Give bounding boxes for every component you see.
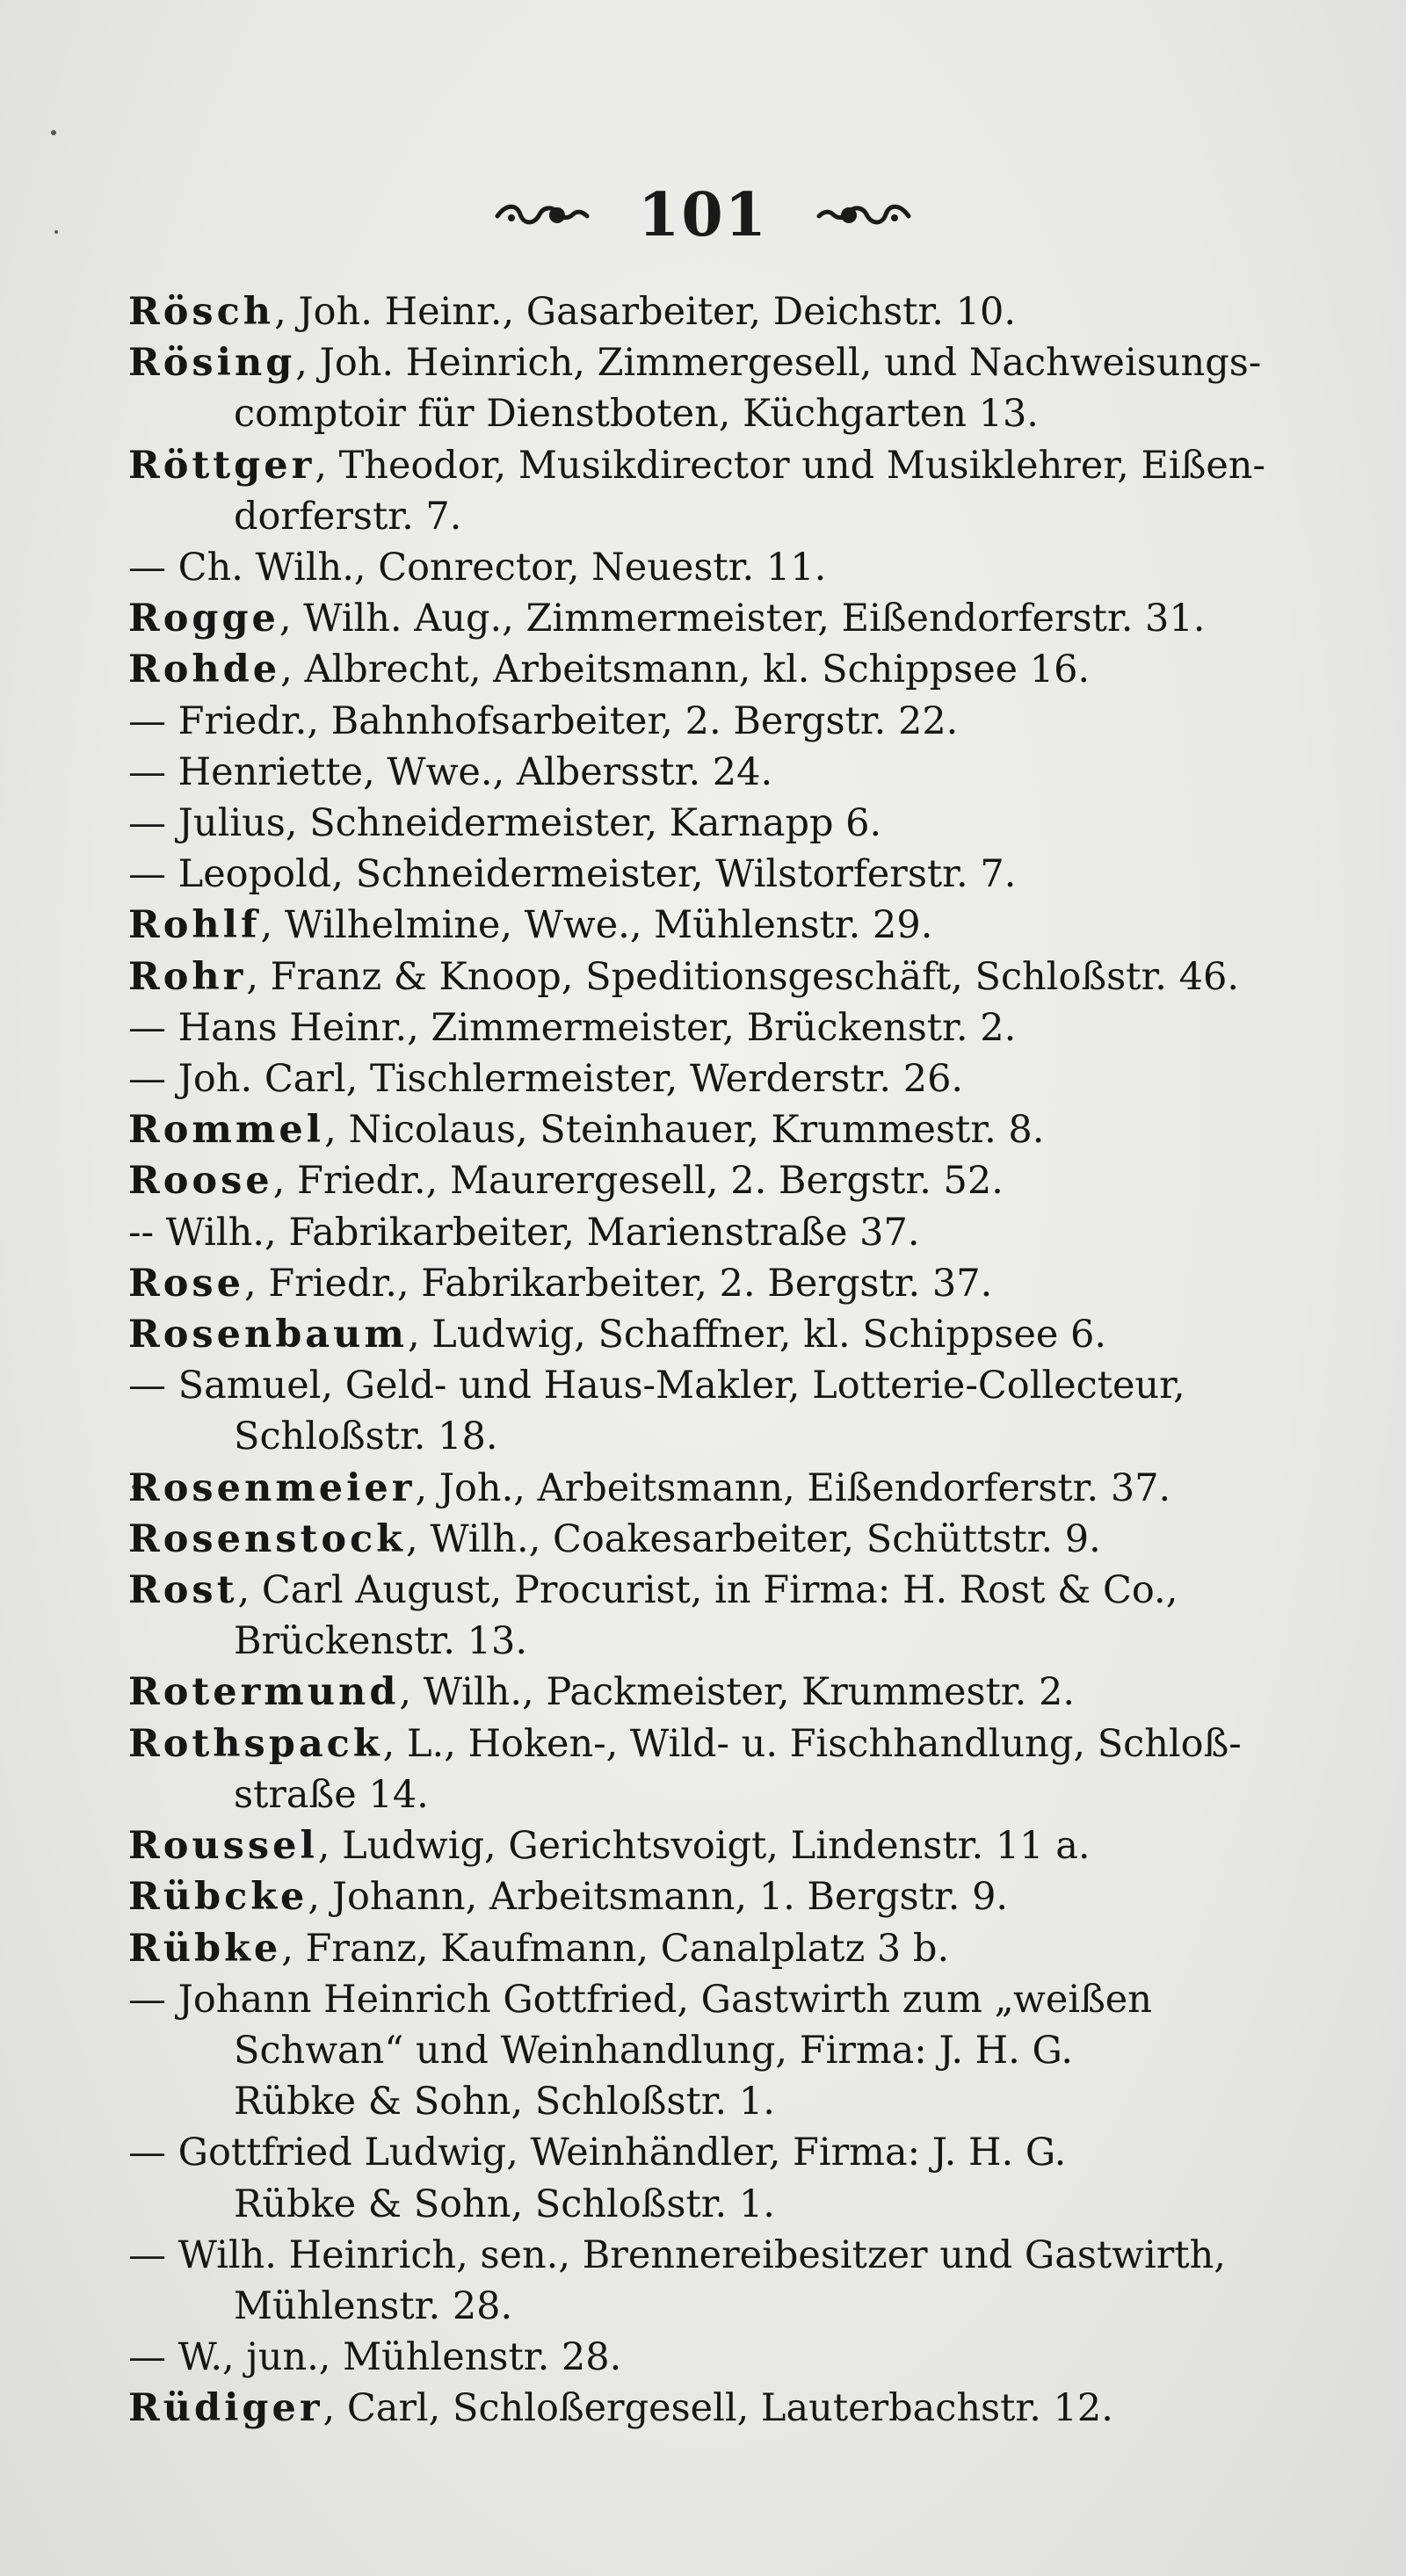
- entry-continuation: Brückenstr. 13.: [234, 1619, 528, 1664]
- entry-details: , Carl August, Procurist, in Firma: H. Rost & Co.,: [237, 1568, 1178, 1613]
- directory-entry: [128, 747, 1271, 798]
- entry-surname: Rost: [128, 1568, 238, 1613]
- entry-details: W., jun., Mühlenstr. 28.: [178, 2335, 622, 2380]
- directory-entry: [128, 900, 1271, 951]
- entry-surname: Rohde: [128, 648, 281, 692]
- entry-surname: Roussel: [128, 1824, 318, 1869]
- entry-details: , Theodor, Musikdirector und Musiklehrer, Eißen-: [315, 443, 1265, 488]
- entry-continuation: Mühlenstr. 28.: [234, 2283, 513, 2328]
- entry-continuation: straße 14.: [234, 1772, 429, 1817]
- entry-details: , Friedr., Maurergesell, 2. Bergstr. 52.: [272, 1159, 1004, 1204]
- entry-details: Gottfried Ludwig, Weinhändler, Firma: J. H. G.: [178, 2131, 1067, 2175]
- entry-details: , Joh. Heinr., Gasarbeiter, Deichstr. 10.: [274, 290, 1017, 334]
- directory-entry: [128, 1002, 1271, 1053]
- entry-continuation: comptoir für Dienstboten, Küchgarten 13.: [234, 392, 1039, 437]
- entry-surname: Rösch: [128, 290, 275, 334]
- ditto-dash: —: [128, 1364, 178, 1408]
- entry-surname: Rosenstock: [128, 1516, 406, 1561]
- directory-entry: [128, 696, 1271, 747]
- directory-entry: [128, 1104, 1271, 1155]
- entry-details: Joh. Carl, Tischlermeister, Werderstr. 26.: [178, 1057, 964, 1102]
- entry-details: , Franz, Kaufmann, Canalplatz 3 b.: [281, 1926, 950, 1971]
- directory-entry: [128, 849, 1271, 900]
- directory-entry: [128, 1463, 1271, 1514]
- directory-entry: [128, 798, 1271, 849]
- entry-continuation: Rübke & Sohn, Schloßstr. 1.: [234, 2182, 775, 2226]
- ornament-right-icon: [815, 200, 912, 230]
- ditto-dash: --: [128, 1210, 166, 1255]
- entry-details: , Albrecht, Arbeitsmann, kl. Schippsee 16.: [280, 648, 1091, 692]
- entry-surname: Rübcke: [128, 1875, 308, 1920]
- entry-details: Henriette, Wwe., Albersstr. 24.: [178, 749, 773, 794]
- entry-continuation: Schwan“ und Weinhandlung, Firma: J. H. G.: [234, 2028, 1074, 2073]
- ditto-dash: —: [128, 2335, 178, 2380]
- ditto-dash: —: [128, 1977, 178, 2022]
- entry-details: , Joh., Arbeitsmann, Eißendorferstr. 37.: [415, 1465, 1171, 1510]
- directory-entry: [128, 1258, 1271, 1309]
- entry-surname: Rohlf: [128, 903, 261, 948]
- entry-details: , Nicolaus, Steinhauer, Krummestr. 8.: [324, 1108, 1045, 1153]
- page-number: 101: [638, 180, 768, 250]
- entry-surname: Rosenmeier: [128, 1465, 416, 1510]
- entry-details: , Wilh., Coakesarbeiter, Schüttstr. 9.: [405, 1516, 1101, 1561]
- entry-continuation: Rübke & Sohn, Schloßstr. 1.: [234, 2080, 775, 2124]
- ditto-dash: —: [128, 698, 178, 743]
- directory-entry: [128, 1820, 1271, 1871]
- entry-details: , Franz & Knoop, Speditionsgeschäft, Schloßstr. 46.: [246, 954, 1239, 999]
- entry-surname: Rosenbaum: [128, 1313, 408, 1357]
- directory-entry: [128, 1360, 1271, 1462]
- directory-entry: [128, 1155, 1271, 1206]
- entry-details: Samuel, Geld- und Haus-Makler, Lotterie-Collecteur,: [178, 1364, 1185, 1408]
- directory-entry: [128, 952, 1271, 1002]
- entry-details: Johann Heinrich Gottfried, Gastwirth zum „weißen: [178, 1977, 1152, 2022]
- directory-entry: [128, 1974, 1271, 2128]
- entry-surname: Rübke: [128, 1926, 282, 1971]
- entry-details: , Johann, Arbeitsmann, 1. Bergstr. 9.: [308, 1875, 1009, 1920]
- entry-details: Leopold, Schneidermeister, Wilstorferstr. 7.: [178, 852, 1017, 897]
- directory-entry: [128, 1514, 1271, 1565]
- directory-entry: [128, 337, 1271, 439]
- directory-entry: [128, 1207, 1271, 1258]
- entry-details: , Joh. Heinrich, Zimmergesell, und Nachweisungs-: [295, 341, 1262, 386]
- directory-entry: [128, 1871, 1271, 1922]
- directory-entry: [128, 644, 1271, 695]
- entry-details: , Wilh., Packmeister, Krummestr. 2.: [399, 1670, 1075, 1715]
- ornament-left-icon: [494, 200, 591, 230]
- ditto-dash: —: [128, 852, 178, 897]
- entry-surname: Rohr: [128, 954, 247, 999]
- entry-surname: Rose: [128, 1261, 244, 1306]
- directory-entry: [128, 2332, 1271, 2383]
- entry-details: , L., Hoken-, Wild- u. Fischhandlung, Schloß-: [382, 1721, 1242, 1766]
- entry-surname: Rogge: [128, 597, 279, 641]
- directory-entry: [128, 2383, 1271, 2434]
- ditto-dash: —: [128, 2131, 178, 2175]
- directory-entry: [128, 440, 1271, 542]
- entry-details: , Carl, Schloßergesell, Lauterbachstr. 12.: [323, 2386, 1113, 2431]
- entry-details: , Wilh. Aug., Zimmermeister, Eißendorferstr. 31.: [279, 597, 1206, 641]
- directory-entry: [128, 542, 1271, 593]
- directory-entry: [128, 1565, 1271, 1667]
- entry-details: , Friedr., Fabrikarbeiter, 2. Bergstr. 37.: [243, 1261, 993, 1306]
- entry-details: Ch. Wilh., Conrector, Neuestr. 11.: [178, 546, 827, 590]
- directory-entry: [128, 593, 1271, 644]
- ditto-dash: —: [128, 1057, 178, 1102]
- entry-details: Wilh., Fabrikarbeiter, Marienstraße 37.: [165, 1210, 920, 1255]
- directory-entry: [128, 286, 1271, 337]
- entry-surname: Rothspack: [128, 1721, 383, 1766]
- entry-surname: Rotermund: [128, 1670, 400, 1715]
- entry-surname: Rommel: [128, 1108, 325, 1153]
- entry-details: Julius, Schneidermeister, Karnapp 6.: [178, 801, 882, 846]
- ditto-dash: —: [128, 2232, 178, 2277]
- entry-surname: Rösing: [128, 341, 296, 386]
- ditto-dash: —: [128, 546, 178, 590]
- entry-continuation: dorferstr. 7.: [234, 494, 462, 539]
- ink-speck: [51, 130, 56, 135]
- directory-entries: [128, 286, 1271, 2435]
- directory-entry: [128, 2230, 1271, 2332]
- entry-details: , Ludwig, Schaffner, kl. Schippsee 6.: [407, 1313, 1107, 1357]
- ditto-dash: —: [128, 1005, 178, 1050]
- entry-details: , Wilhelmine, Wwe., Mühlenstr. 29.: [260, 903, 933, 948]
- ditto-dash: —: [128, 801, 178, 846]
- entry-continuation: Schloßstr. 18.: [234, 1415, 498, 1459]
- entry-details: Wilh. Heinrich, sen., Brennereibesitzer und Gastwirth,: [178, 2232, 1226, 2277]
- directory-entry: [128, 1719, 1271, 1820]
- entry-surname: Röttger: [128, 443, 315, 488]
- entry-details: , Ludwig, Gerichtsvoigt, Lindenstr. 11 a.: [317, 1824, 1091, 1869]
- entry-surname: Roose: [128, 1159, 273, 1204]
- entry-details: Friedr., Bahnhofsarbeiter, 2. Bergstr. 22.: [178, 698, 959, 743]
- directory-entry: [128, 1923, 1271, 1974]
- ditto-dash: —: [128, 749, 178, 794]
- directory-entry: [128, 1053, 1271, 1104]
- directory-entry: [128, 1309, 1271, 1360]
- entry-surname: Rüdiger: [128, 2386, 323, 2431]
- directory-entry: [128, 1667, 1271, 1718]
- page-header: [0, 176, 1406, 255]
- directory-entry: [128, 2127, 1271, 2229]
- entry-details: Hans Heinr., Zimmermeister, Brückenstr. 2.: [178, 1005, 1017, 1050]
